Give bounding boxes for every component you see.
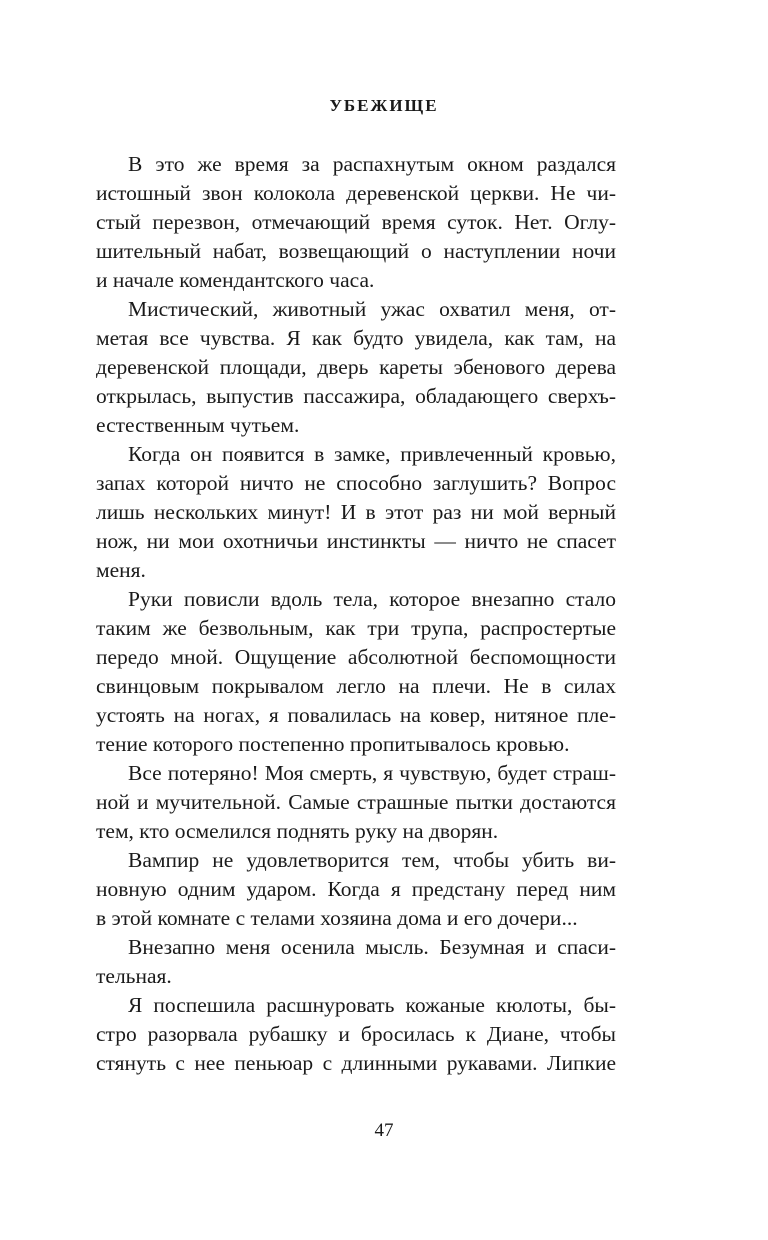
text-line: тем, кто осмелился поднять руку на дворян. — [96, 819, 499, 843]
text-line: Когда он появится в замке, привлеченный кровью, — [128, 442, 616, 466]
text-line: нож, ни мои охотничьи инстинкты — ничто не спасет — [96, 529, 616, 553]
page-number: 47 — [374, 1120, 394, 1141]
text-line: свинцовым покрывалом легло на плечи. Не в силах — [96, 674, 616, 698]
text-line: стый перезвон, отмечающий время суток. Нет. Оглу- — [96, 210, 616, 234]
text-line: запах которой ничто не способно заглушить? Вопрос — [96, 471, 616, 495]
text-line: Мистический, животный ужас охватил меня, от- — [128, 297, 616, 321]
text-line: открылась, выпустив пассажира, обладающего сверхъ- — [96, 384, 616, 408]
text-line: естественным чутьем. — [96, 413, 300, 437]
text-line: в этой комнате с телами хозяина дома и его дочери... — [96, 906, 578, 930]
text-line: Я поспешила расшнуровать кожаные кюлоты, бы- — [128, 993, 616, 1017]
text-line: тельная. — [96, 964, 172, 988]
text-line: истошный звон колокола деревенской церкви. Не чи- — [96, 181, 616, 205]
text-line: метая все чувства. Я как будто увидела, как там, на — [96, 326, 616, 350]
text-line: стро разорвала рубашку и бросилась к Диане, чтобы — [96, 1022, 616, 1046]
running-head: УБЕЖИЩЕ — [329, 96, 439, 115]
text-line: тение которого постепенно пропитывалось кровью. — [96, 732, 570, 756]
text-line: Все потеряно! Моя смерть, я чувствую, будет страш- — [128, 761, 616, 785]
text-line: и начале комендантского часа. — [96, 268, 375, 292]
text-line: шительный набат, возвещающий о наступлении ночи — [96, 239, 616, 263]
text-line: В это же время за распахнутым окном раздался — [128, 152, 616, 176]
text-line: деревенской площади, дверь кареты эбенового дерева — [96, 355, 616, 379]
body-text — [96, 150, 616, 1078]
text-line: меня. — [96, 558, 146, 582]
text-line: стянуть с нее пеньюар с длинными рукавами. Липкие — [96, 1051, 616, 1075]
text-line: новную одним ударом. Когда я предстану перед ним — [96, 877, 616, 901]
text-line: Руки повисли вдоль тела, которое внезапно стало — [128, 587, 616, 611]
text-line: устоять на ногах, я повалилась на ковер, нитяное пле- — [96, 703, 616, 727]
text-line: передо мной. Ощущение абсолютной беспомощности — [96, 645, 616, 669]
text-line: лишь нескольких минут! И в этот раз ни мой верный — [96, 500, 616, 524]
text-line: таким же безвольным, как три трупа, распростертые — [96, 616, 616, 640]
text-line: ной и мучительной. Самые страшные пытки достаются — [96, 790, 616, 814]
text-line: Вампир не удовлетворится тем, чтобы убить ви- — [128, 848, 616, 872]
text-line: Внезапно меня осенила мысль. Безумная и спаси- — [128, 935, 616, 959]
